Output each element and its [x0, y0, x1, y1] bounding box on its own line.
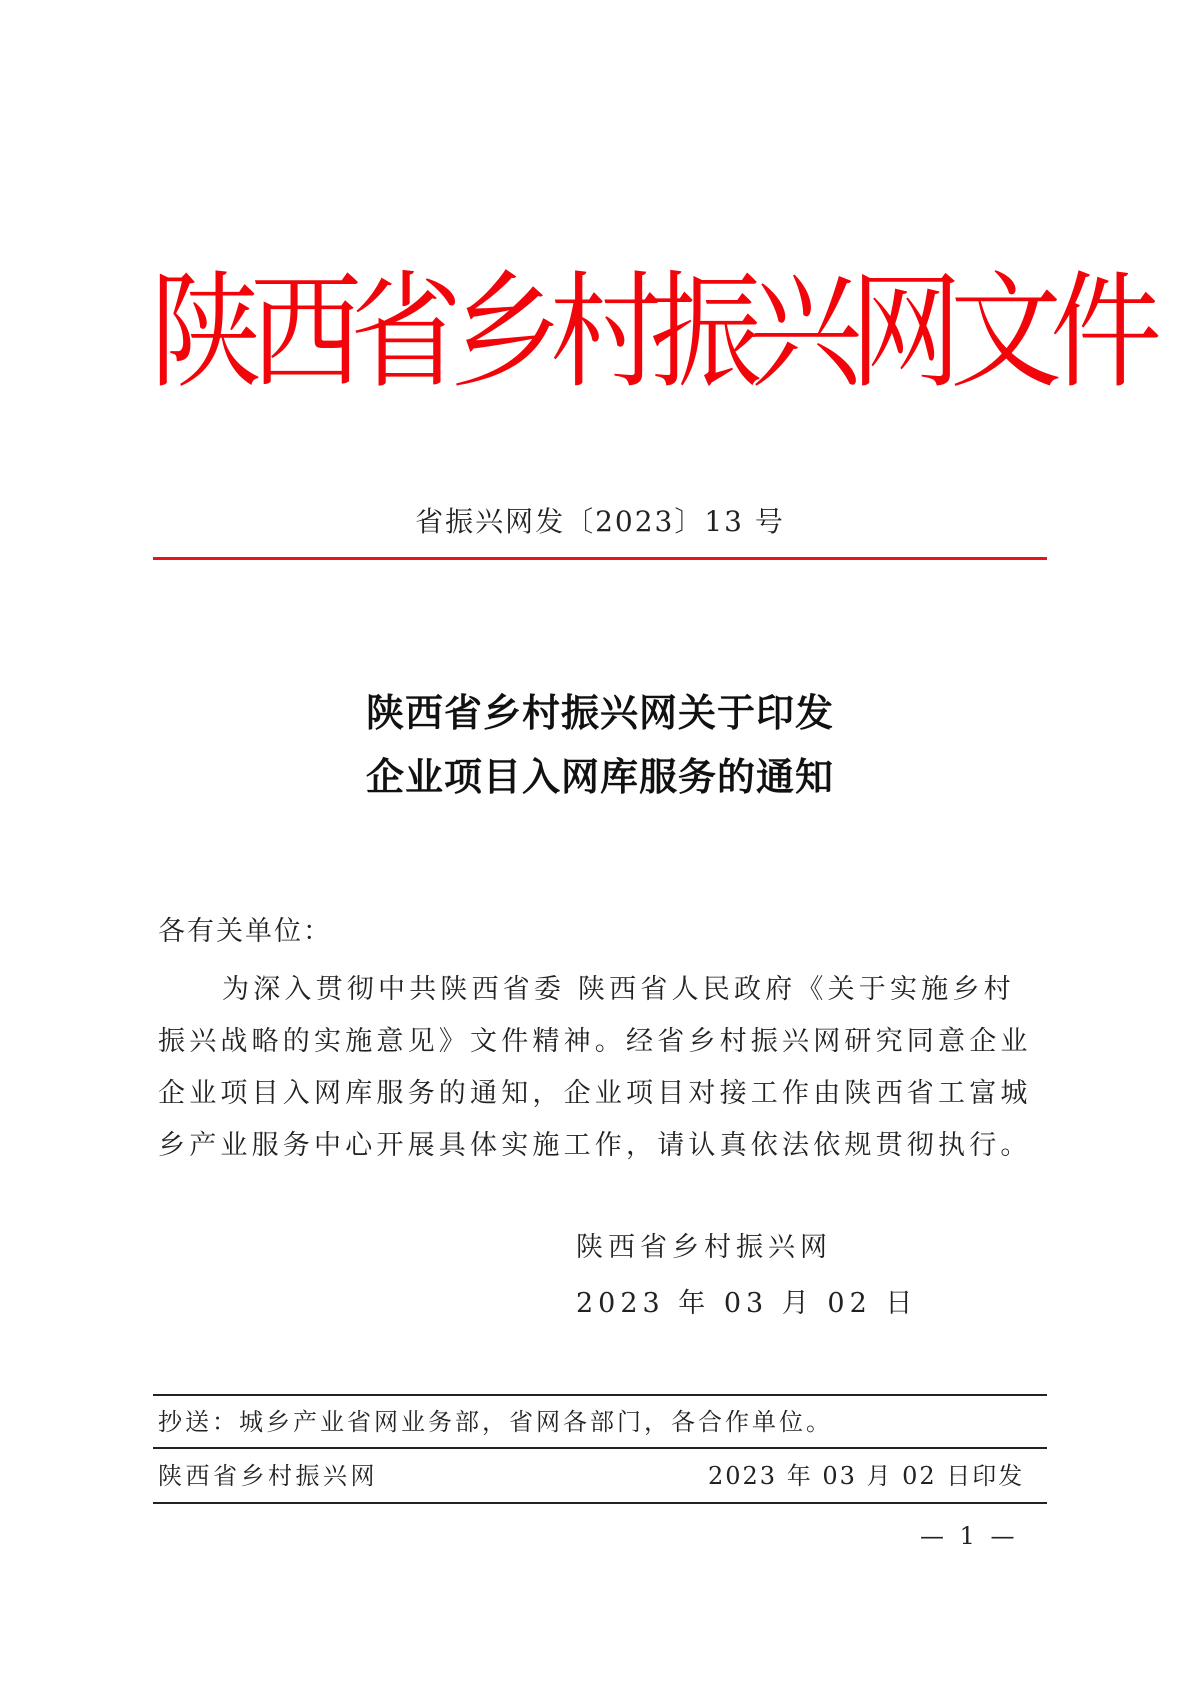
document-title-line-1: 陕西省乡村振兴网关于印发: [365, 690, 834, 735]
salutation: 各有关单位：: [158, 916, 332, 947]
masthead-title: 陕西省乡村振兴网文件: [150, 260, 1150, 406]
red-divider: [153, 557, 1047, 560]
issue-date: 2023 年 03 月 02 日印发: [708, 1462, 1025, 1490]
body-line: 乡产业服务中心开展具体实施工作，请认真依法依规贯彻执行。: [158, 1130, 1032, 1161]
footer-divider-middle: [153, 1447, 1047, 1449]
signature-block: [576, 1220, 917, 1332]
footer-divider-top: [153, 1394, 1047, 1396]
body-paragraph: [158, 964, 1052, 1172]
issuer-name: 陕西省乡村振兴网: [158, 1462, 378, 1490]
document-title-line-2: 企业项目入网库服务的通知: [365, 754, 834, 799]
page-number: — 1 —: [920, 1522, 1019, 1550]
signature-date: 2023 年 03 月 02 日: [576, 1288, 918, 1319]
cc-recipients: 抄送：城乡产业省网业务部，省网各部门，各合作单位。: [158, 1408, 833, 1436]
body-line: 企业项目入网库服务的通知，企业项目对接工作由陕西省工富城: [158, 1078, 1032, 1109]
body-line: 为深入贯彻中共陕西省委 陕西省人民政府《关于实施乡村: [222, 974, 1015, 1005]
body-line: 振兴战略的实施意见》文件精神。经省乡村振兴网研究同意企业: [158, 1026, 1032, 1057]
signature-organization: 陕西省乡村振兴网: [576, 1232, 832, 1263]
document-number: 省振兴网发〔2023〕13 号: [415, 505, 785, 538]
footer-divider-bottom: [153, 1502, 1047, 1504]
